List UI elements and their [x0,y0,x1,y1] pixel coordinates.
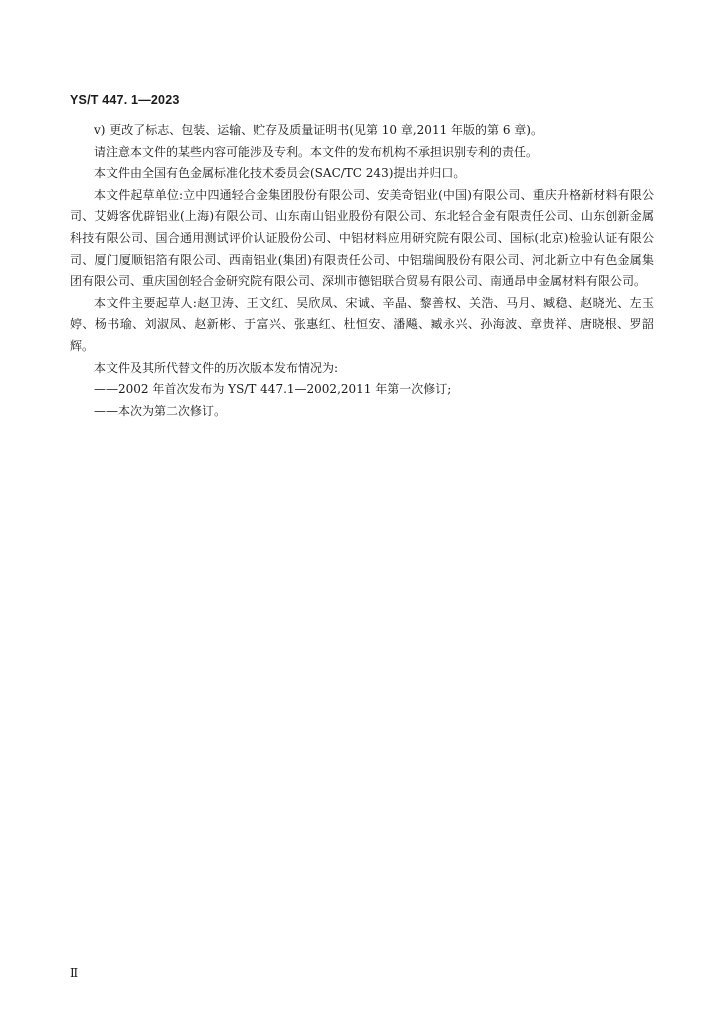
patent-notice: 请注意本文件的某些内容可能涉及专利。本文件的发布机构不承担识别专利的责任。 [94,144,539,159]
proposing-committee: 本文件由全国有色金属标准化技术委员会(SAC/TC 243)提出并归口。 [94,166,466,181]
foreword-body [70,120,654,422]
standard-code: YS/T 447. 1—2023 [70,93,180,107]
version-history-item: ——2002 年首次发布为 YS/T 447.1—2002,2011 年第一次修订; [94,382,452,397]
drafting-organizations: 本文件起草单位:立中四通轻合金集团股份有限公司、安美奇铝业(中国)有限公司、重庆升格新材料有限公司、艾姆客优辟铝业(上海)有限公司、山东南山铝业股份有限公司、东北轻合金有限责任公司、山东创新金属科技有限公司、国合通用测试评价认证股份公司、中铝材料应用研究院有限公司、国标(北京)检验认证有限公司、厦门厦顺铝箔有限公司、西南铝业(集团)有限责任公司、中铝瑞闽股份有限公司、河北新立中有色金属集团有限公司、重庆国创轻合金研究院有限公司、深圳市德铝联合贸易有限公司、南通昂申金属材料有限公司。 [70,187,654,289]
change-item-v: v) 更改了标志、包装、运输、贮存及质量证明书(见第 10 章,2011 年版的第 6 章)。 [94,123,543,137]
page-number: Ⅱ [70,966,79,980]
version-history-intro: 本文件及其所代替文件的历次版本发布情况为: [94,360,339,375]
version-history-item: ——本次为第二次修订。 [94,403,227,418]
main-drafters: 本文件主要起草人:赵卫涛、王文红、吴欣凤、宋诚、辛晶、黎善权、关浩、马月、臧稳、赵晓光、左玉婷、杨书瑜、刘淑凤、赵新彬、于富兴、张惠红、杜恒安、潘飚、臧永兴、孙海波、章贵祥、唐晓根、罗韶辉。 [70,295,654,353]
